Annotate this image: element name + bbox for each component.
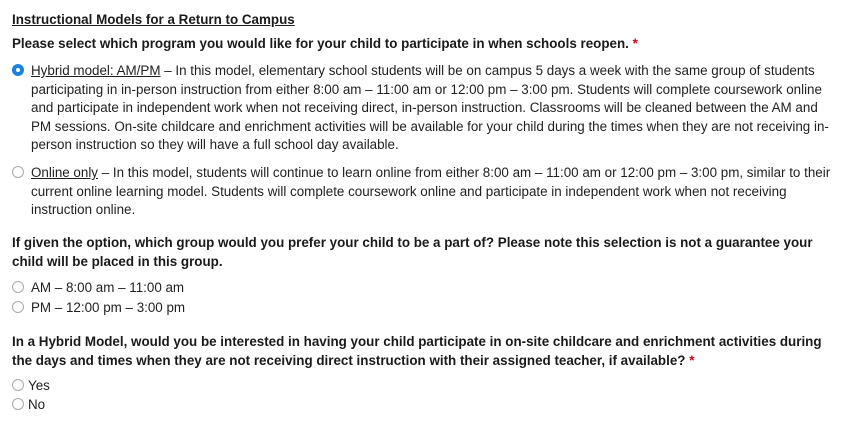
option-online-title[interactable]: Online only	[31, 165, 98, 180]
option-online-text	[31, 164, 841, 220]
option-pm-label[interactable]: PM – 12:00 pm – 3:00 pm	[31, 300, 186, 315]
question-program	[12, 35, 638, 54]
question-childcare	[12, 333, 838, 370]
radio-yes[interactable]	[12, 379, 24, 391]
radio-am[interactable]	[12, 281, 24, 293]
radio-online[interactable]	[12, 166, 24, 178]
required-mark: *	[689, 352, 695, 368]
option-hybrid-title[interactable]: Hybrid model: AM/PM	[31, 63, 161, 78]
option-online-description: – In this model, students will continue to learn online from either 8:00 am – 11:00 am or 12:00 pm – 3:00 pm, similar to their current online learning model. Students will complete coursework online and participate in independent work when not receiving instruction online.	[31, 165, 831, 217]
option-hybrid-description: – In this model, elementary school students will be on campus 5 days a week with the same group of students participating in in-person instruction from either 8:00 am – 11:00 am or 12:00 pm – 3:00 pm. Students will complete coursework online and participate in independent work when not receiving direct, in-person instruction. Classrooms will be cleaned between the AM and PM sessions. On-site childcare and enrichment activities will be available for your child during the times when they are not receiving in-person instruction so they will have a full school day available.	[31, 63, 829, 152]
section-title: Instructional Models for a Return to Campus	[12, 12, 295, 27]
radio-no[interactable]	[12, 398, 24, 410]
option-no-label[interactable]: No	[28, 397, 46, 412]
question-group	[12, 234, 838, 271]
radio-hybrid[interactable]	[12, 64, 24, 76]
question-program-text: Please select which program you would like for your child to participate in when schools reopen.	[12, 36, 629, 51]
option-yes-label[interactable]: Yes	[28, 378, 50, 393]
radio-pm[interactable]	[12, 301, 24, 313]
required-mark: *	[632, 36, 638, 51]
question-childcare-text: In a Hybrid Model, would you be interested in having your child participate in on-site childcare and enrichment activities during the days and times when they are not receiving direct instruction with their assigned teacher, if available?	[12, 334, 822, 368]
question-group-text: If given the option, which group would you prefer your child to be a part of? Please note this selection is not a guarantee your child will be placed in this group.	[12, 235, 813, 269]
option-hybrid-text	[31, 62, 841, 155]
option-am-label[interactable]: AM – 8:00 am – 11:00 am	[31, 280, 185, 295]
